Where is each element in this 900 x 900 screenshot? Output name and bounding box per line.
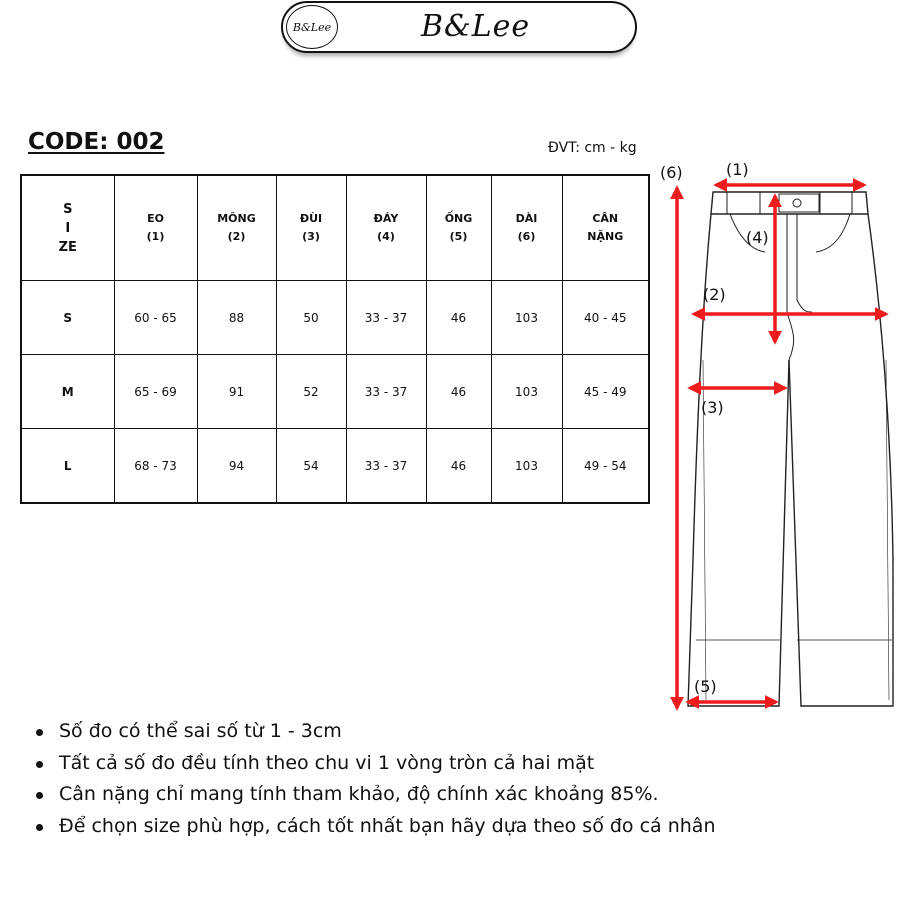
notes-list	[36, 716, 715, 842]
size-cell: S	[21, 281, 114, 355]
table-cell: 46	[426, 355, 491, 429]
label-rise: (4)	[746, 228, 769, 247]
header-length: DÀI (6)	[491, 175, 562, 281]
size-cell: M	[21, 355, 114, 429]
header-waist: EO (1)	[114, 175, 197, 281]
brand-logo-wordmark: B&Lee	[421, 9, 531, 44]
table-cell: 40 - 45	[562, 281, 649, 355]
list-item: Cân nặng chỉ mang tính tham khảo, độ chính xác khoảng 85%.	[36, 779, 715, 811]
table-cell: 60 - 65	[114, 281, 197, 355]
table-cell: 33 - 37	[346, 429, 426, 504]
table-cell: 46	[426, 281, 491, 355]
table-cell: 33 - 37	[346, 281, 426, 355]
product-code-title: CODE: 002	[28, 129, 165, 155]
table-cell: 65 - 69	[114, 355, 197, 429]
table-cell: 88	[197, 281, 276, 355]
label-hip: (2)	[703, 285, 726, 304]
table-cell: 68 - 73	[114, 429, 197, 504]
list-item: Để chọn size phù hợp, cách tốt nhất bạn hãy dựa theo số đo cá nhân	[36, 811, 715, 843]
size-chart-table	[20, 174, 650, 504]
table-cell: 91	[197, 355, 276, 429]
table-cell: 94	[197, 429, 276, 504]
table-cell: 103	[491, 281, 562, 355]
header-rise: ĐÁY (4)	[346, 175, 426, 281]
header-hip: MÔNG (2)	[197, 175, 276, 281]
label-waist: (1)	[726, 160, 749, 179]
table-row-size-l	[21, 429, 649, 504]
table-cell: 33 - 37	[346, 355, 426, 429]
table-header-row	[21, 175, 649, 281]
pants-measurement-diagram	[655, 150, 900, 720]
label-thigh: (3)	[701, 398, 724, 417]
pants-illustration	[688, 192, 893, 706]
list-item: Số đo có thể sai số từ 1 - 3cm	[36, 716, 715, 748]
table-cell: 103	[491, 429, 562, 504]
table-cell: 50	[276, 281, 346, 355]
header-size: S I ZE	[21, 175, 114, 281]
table-cell: 46	[426, 429, 491, 504]
list-item: Tất cả số đo đều tính theo chu vi 1 vòng tròn cả hai mặt	[36, 748, 715, 780]
header-weight: CÂN NẶNG	[562, 175, 649, 281]
label-length: (6)	[660, 163, 683, 182]
brand-header	[281, 1, 637, 53]
label-hem: (5)	[694, 677, 717, 696]
table-cell: 103	[491, 355, 562, 429]
table-row-size-s	[21, 281, 649, 355]
brand-logo-badge: B&Lee	[286, 5, 338, 49]
size-cell: L	[21, 429, 114, 504]
table-cell: 45 - 49	[562, 355, 649, 429]
table-cell: 54	[276, 429, 346, 504]
header-hem: ỐNG (5)	[426, 175, 491, 281]
unit-note: ĐVT: cm - kg	[548, 140, 637, 156]
table-cell: 49 - 54	[562, 429, 649, 504]
table-cell: 52	[276, 355, 346, 429]
header-thigh: ĐÙI (3)	[276, 175, 346, 281]
table-row-size-m	[21, 355, 649, 429]
